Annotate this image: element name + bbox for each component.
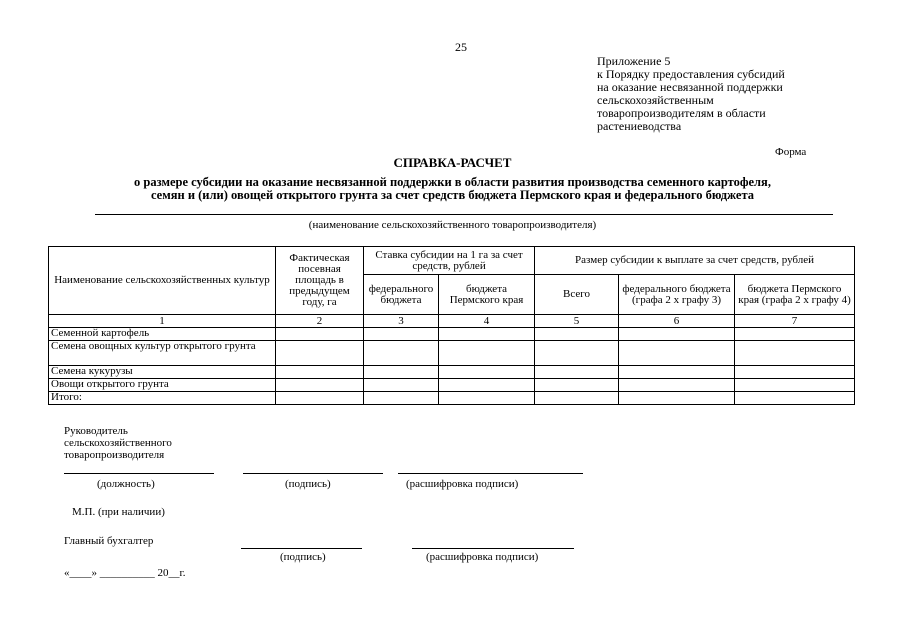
table-cell[interactable] [276, 328, 364, 341]
position-line[interactable] [64, 473, 214, 474]
table-row [49, 328, 855, 341]
table-cell[interactable] [439, 328, 535, 341]
column-number: 1 [49, 315, 276, 328]
table-row [49, 366, 855, 379]
row-label: Семена кукурузы [49, 366, 276, 379]
table-cell[interactable] [276, 366, 364, 379]
table-cell[interactable] [735, 366, 855, 379]
accountant-signature-line[interactable] [241, 548, 362, 549]
table-cell[interactable] [364, 328, 439, 341]
header-actual-area: Фактическая посевная площадь в предыдущем году, га [276, 247, 364, 315]
annex-line: Приложение 5 [597, 54, 671, 68]
producer-caption: (наименование сельскохозяйственного товаропроизводителя) [308, 219, 597, 231]
annex-line: товаропроизводителям в области [597, 106, 766, 120]
header-rate-federal: федерального бюджета [364, 275, 439, 315]
column-number: 7 [735, 315, 855, 328]
header-size-regional: бюджета Пермского края (графа 2 x графу 4) [735, 275, 855, 315]
table-cell[interactable] [735, 379, 855, 392]
head-title-line: Руководитель [64, 425, 128, 437]
table-cell[interactable] [439, 379, 535, 392]
table-cell[interactable] [364, 366, 439, 379]
header-size-group: Размер субсидии к выплате за счет средств, рублей [535, 247, 855, 275]
table-cell[interactable] [619, 366, 735, 379]
header-rate-regional: бюджета Пермского края [439, 275, 535, 315]
table-cell[interactable] [439, 392, 535, 405]
table-cell[interactable] [364, 392, 439, 405]
decoding-caption: (расшифровка подписи) [406, 478, 519, 490]
subsidy-table [48, 246, 855, 405]
subtitle-line: о размере субсидии на оказание несвязанной поддержки в области развития производства семенного картофеля, [134, 175, 771, 189]
table-cell[interactable] [364, 379, 439, 392]
chief-accountant-label: Главный бухгалтер [64, 535, 154, 547]
column-number: 5 [535, 315, 619, 328]
header-size-federal: федерального бюджета (графа 2 x графу 3) [619, 275, 735, 315]
form-label: Форма [775, 146, 807, 158]
table-cell[interactable] [276, 392, 364, 405]
table-cell[interactable] [276, 379, 364, 392]
table-row [49, 379, 855, 392]
table-row [49, 341, 855, 366]
date-line: «____» __________ 20__г. [64, 567, 186, 579]
head-title-line: сельскохозяйственного [64, 437, 172, 449]
table-cell[interactable] [619, 328, 735, 341]
table-cell[interactable] [364, 341, 439, 366]
accountant-decoding-caption: (расшифровка подписи) [426, 551, 539, 563]
header-size-total: Всего [535, 275, 619, 315]
table-cell[interactable] [619, 379, 735, 392]
stamp-label: М.П. (при наличии) [72, 506, 165, 518]
table-cell[interactable] [735, 328, 855, 341]
table-cell[interactable] [535, 392, 619, 405]
table-cell[interactable] [735, 341, 855, 366]
page-number: 25 [455, 40, 467, 54]
table-cell[interactable] [535, 328, 619, 341]
row-label: Семена овощных культур открытого грунта [49, 341, 276, 366]
column-number: 3 [364, 315, 439, 328]
annex-block [597, 55, 847, 133]
signature-caption: (подпись) [285, 478, 331, 490]
header-rate-group: Ставка субсидии на 1 га за счет средств, рублей [364, 247, 535, 275]
position-caption: (должность) [97, 478, 155, 490]
producer-name-line [95, 214, 833, 215]
signature-line[interactable] [243, 473, 383, 474]
table-cell[interactable] [535, 341, 619, 366]
decoding-line[interactable] [398, 473, 583, 474]
row-label: Итого: [49, 392, 276, 405]
table-cell[interactable] [619, 341, 735, 366]
accountant-signature-caption: (подпись) [280, 551, 326, 563]
table-cell[interactable] [535, 366, 619, 379]
row-label: Семенной картофель [49, 328, 276, 341]
column-number: 2 [276, 315, 364, 328]
table-cell[interactable] [619, 392, 735, 405]
subtitle-line: семян и (или) овощей открытого грунта за счет средств бюджета Пермского края и федерального бюджета [150, 188, 755, 202]
column-number: 6 [619, 315, 735, 328]
table-cell[interactable] [276, 341, 364, 366]
header-crop-name: Наименование сельскохозяйственных культур [49, 247, 276, 315]
annex-line: к Порядку предоставления субсидий [597, 67, 785, 81]
table-cell[interactable] [535, 379, 619, 392]
accountant-decoding-line[interactable] [412, 548, 574, 549]
table-cell[interactable] [439, 366, 535, 379]
row-label: Овощи открытого грунта [49, 379, 276, 392]
head-title [64, 425, 172, 461]
table-row [49, 392, 855, 405]
annex-line: растениеводства [597, 119, 682, 133]
table-cell[interactable] [439, 341, 535, 366]
document-title: СПРАВКА-РАСЧЕТ [393, 155, 512, 170]
annex-line: сельскохозяйственным [597, 93, 714, 107]
column-number: 4 [439, 315, 535, 328]
head-title-line: товаропроизводителя [64, 449, 165, 461]
document-subtitle [0, 176, 905, 202]
annex-line: на оказание несвязанной поддержки [597, 80, 783, 94]
table-cell[interactable] [735, 392, 855, 405]
